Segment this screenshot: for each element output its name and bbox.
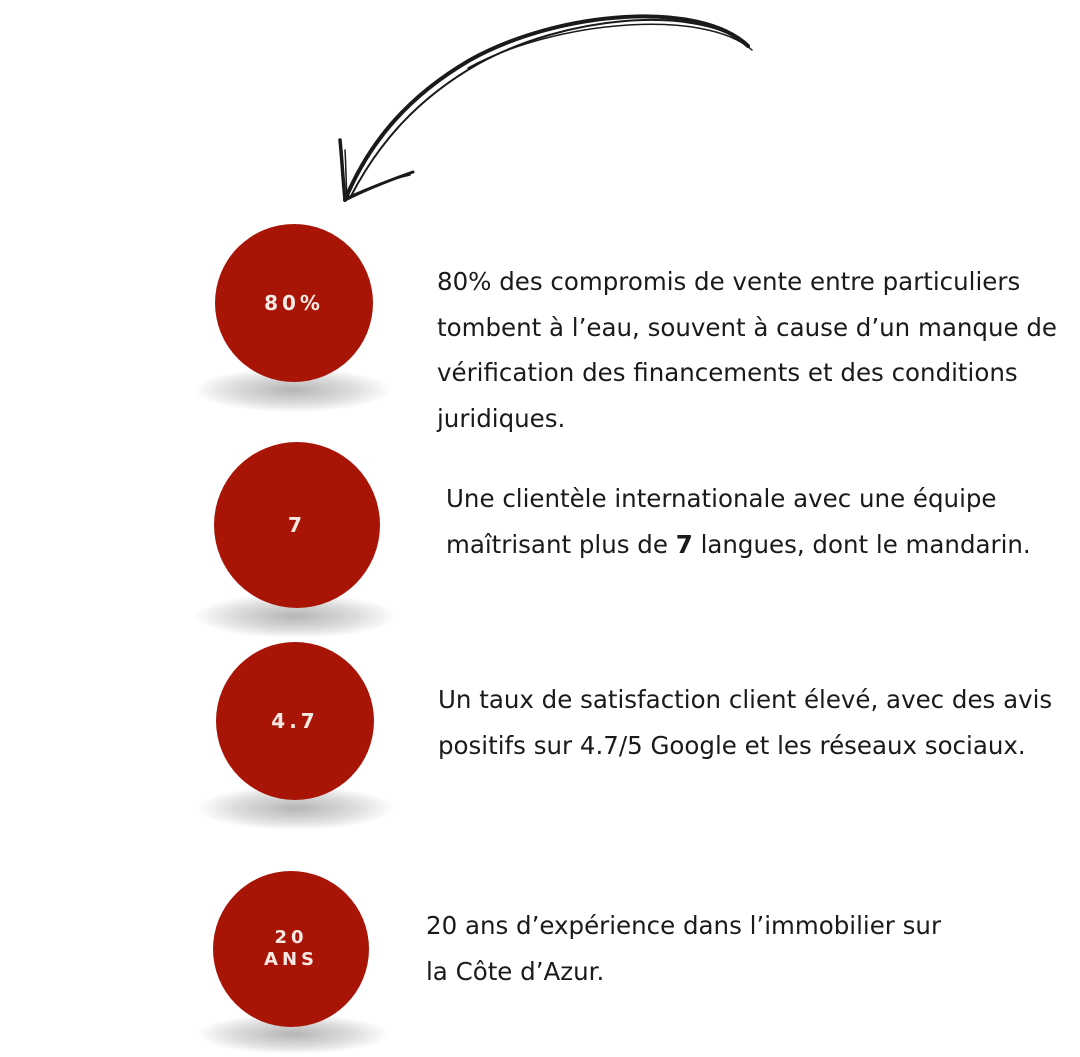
stat-badge-circle: [213, 871, 369, 1027]
stat-badge-circle: [216, 642, 374, 800]
stat-description: 80% des compromis de vente entre particuliers tombent à l’eau, souvent à cause d’un manque de vérification des financements et des conditions juridiques.: [437, 267, 1057, 433]
stat-badge-circle: [214, 442, 380, 608]
stat-badge-value: 4.7: [271, 709, 319, 733]
stat-badge-circle: [215, 224, 373, 382]
stat-badge-value: 7: [288, 513, 306, 537]
curved-arrow-icon: [0, 0, 1080, 260]
stat-text-bold: 7: [675, 529, 693, 559]
stat-badge-unit: ANS: [264, 949, 318, 970]
stat-badge-value: 20: [274, 927, 308, 948]
stat-text-after: langues, dont le mandarin.: [692, 529, 1031, 559]
stat-text-before: Une clientèle internationale avec une équipe maîtrisant plus de: [446, 484, 997, 559]
stat-description: 20 ans d’expérience dans l’immobilier sur la Côte d’Azur.: [426, 911, 942, 986]
stat-badge-value: 80%: [264, 291, 324, 315]
stat-description: Un taux de satisfaction client élevé, avec des avis positifs sur 4.7/5 Google et les réseaux sociaux.: [438, 685, 1053, 760]
stat-description: [446, 476, 1076, 567]
